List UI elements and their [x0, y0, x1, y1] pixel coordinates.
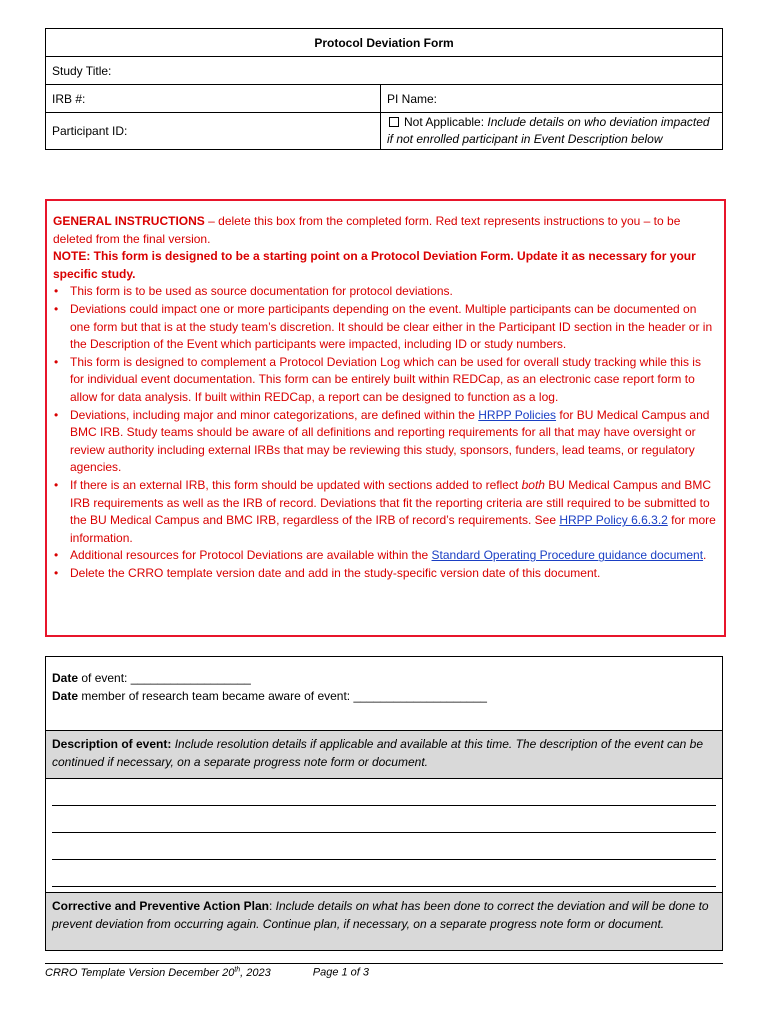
date-aware-field[interactable] — [52, 688, 716, 706]
instruction-item: • Deviations could impact one or more participants depending on the event. Multiple participants can be documented on one form but that is at the study team’s discretion. It should be clear either in the Participant ID section in the header or in the Description of the Event which participants were impacted, including ID or study numbers. — [53, 301, 718, 354]
event-dates-cell — [46, 657, 723, 731]
study-title-field[interactable]: Study Title: — [46, 57, 723, 85]
instruction-text: for more information. — [70, 513, 716, 545]
footer — [45, 966, 369, 979]
sop-guidance-link[interactable]: Standard Operating Procedure guidance document — [431, 548, 704, 563]
description-label: Description of event: — [52, 737, 172, 751]
date-of-event-label: Date — [52, 671, 79, 685]
description-heading — [46, 731, 723, 779]
date-aware-label: Date — [52, 688, 79, 703]
instructions-intro-text: – delete this box from the completed form. Red text represents instructions to you – to be deleted from the final version. — [53, 214, 681, 246]
corrective-action-instructions: Include details on what has been done to correct the deviation and will be done to prevent deviation from occurring again. Continue plan, if necessary, on a separate progress note form or document. — [52, 899, 709, 931]
irb-number-field[interactable]: IRB #: — [46, 85, 381, 113]
general-instructions-box — [45, 199, 726, 637]
not-applicable-cell — [381, 113, 723, 150]
instructions-heading: GENERAL INSTRUCTIONS — [53, 214, 205, 228]
event-table — [45, 656, 723, 951]
pi-name-field[interactable]: PI Name: — [381, 85, 723, 113]
corrective-action-colon: : — [268, 899, 273, 913]
instruction-text: for BU Medical Campus and BMC IRB. Study teams should be aware of all definitions and reporting requirements for all that may have oversight or review authority including external IRBs that may be reviewing this study, sponsors, funders, lead teams, or regulatory agencies. — [70, 407, 710, 475]
corrective-action-heading — [46, 893, 723, 951]
version-sup: th — [234, 966, 241, 973]
hrpp-policy-link[interactable]: HRPP Policy 6.6.3.2 — [559, 513, 668, 528]
instruction-item: • Delete the CRRO template version date and add in the study-specific version date of this document. — [53, 565, 718, 583]
form-title: Protocol Deviation Form — [46, 29, 723, 57]
date-of-event-field[interactable] — [52, 670, 716, 688]
version-text: CRRO Template Version December 20 — [45, 966, 235, 979]
instruction-item — [53, 407, 718, 477]
instruction-text: If there is an external IRB, this form should be updated with sections added to reflect — [70, 477, 522, 492]
not-applicable-label: Not Applicable: — [404, 115, 485, 129]
description-entry-area[interactable] — [46, 779, 723, 893]
description-line[interactable] — [52, 806, 716, 833]
version-year: , 2023 — [240, 966, 271, 979]
instructions-intro — [53, 213, 718, 248]
instruction-emphasis: both — [521, 477, 545, 492]
description-line[interactable] — [52, 833, 716, 860]
instruction-text: Additional resources for Protocol Deviations are available within the — [70, 548, 432, 563]
description-line[interactable] — [52, 860, 716, 887]
description-instructions: Include resolution details if applicable and available at this time. The description of the event can be continued if necessary, on a separate progress note form or document. — [52, 737, 704, 769]
instruction-item: • This form is designed to complement a Protocol Deviation Log which can be used for overall study tracking while this is for individual event documentation. This form can be entirely built within REDCap, as an electronic case report form to allow for data analysis. If built within REDCap, a report can be designed to function as a log. — [53, 354, 718, 407]
template-version — [45, 967, 271, 979]
instruction-item: • This form is to be used as source documentation for protocol deviations. — [53, 283, 718, 301]
instructions-list — [53, 283, 718, 582]
instruction-item — [53, 477, 718, 547]
not-applicable-checkbox[interactable] — [389, 117, 399, 127]
participant-id-field[interactable]: Participant ID: — [46, 113, 381, 150]
header-table — [45, 28, 723, 150]
corrective-action-label: Corrective and Preventive Action Plan — [52, 899, 269, 913]
instruction-text: BU Medical Campus and BMC IRB requirements as well as the IRB of record. Deviations that fit the reporting criteria are still required to be submitted to the BU Medical Campus and BMC IRB, regardless of the IRB of record’s requirements. See — [70, 477, 712, 528]
page-number: Page 1 of 3 — [312, 966, 370, 979]
date-of-event-text: of event: __________________ — [78, 671, 251, 685]
footer-rule — [45, 963, 723, 964]
not-applicable-note: Include details on who deviation impacted if not enrolled participant in Event Description below — [387, 115, 710, 146]
instruction-text: . — [703, 548, 707, 563]
instruction-item — [53, 547, 718, 565]
instruction-text: Deviations, including major and minor categorizations, are defined within the — [70, 407, 479, 422]
date-aware-text: member of research team became aware of event: ____________________ — [78, 688, 487, 703]
instructions-note — [53, 248, 718, 283]
hrpp-policies-link[interactable]: HRPP Policies — [478, 407, 557, 422]
instructions-note-text: NOTE: This form is designed to be a starting point on a Protocol Deviation Form. Update it as necessary for your specific study. — [53, 249, 696, 281]
description-line[interactable] — [52, 779, 716, 806]
